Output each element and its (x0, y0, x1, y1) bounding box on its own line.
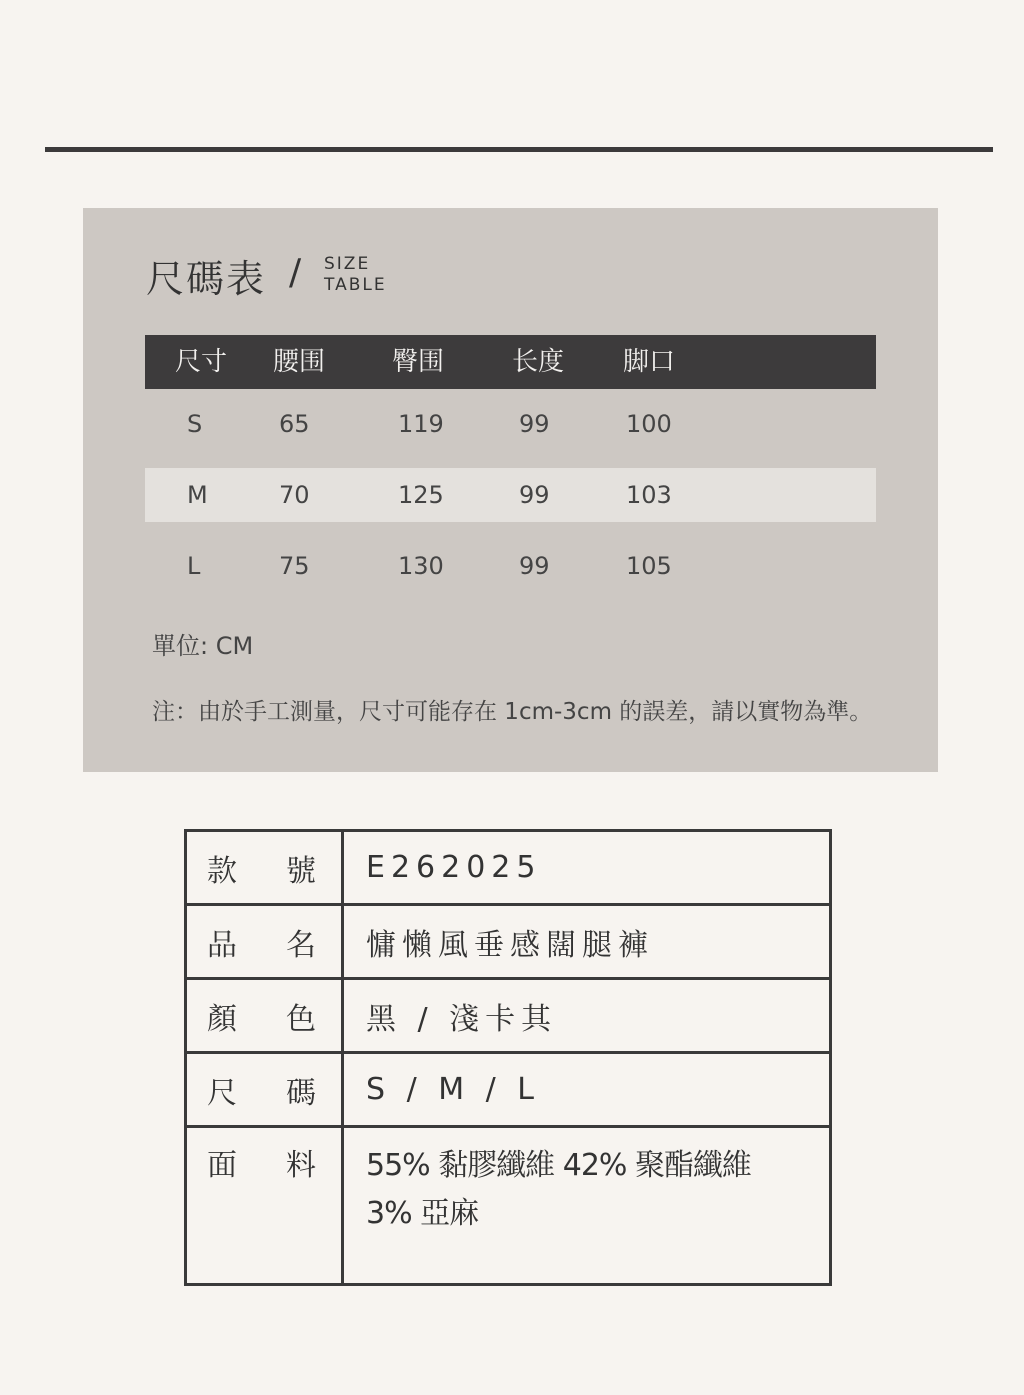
label-char: 面 (207, 1148, 237, 1183)
subtitle-size: SIZE (324, 254, 371, 274)
top-divider (45, 147, 993, 152)
table-row (145, 468, 876, 522)
info-row-color (186, 979, 831, 1053)
color-label (186, 979, 343, 1053)
measurement-disclaimer: 注：由於手工測量，尺寸可能存在 1cm-3cm 的誤差，請以實物為準。 (152, 699, 873, 725)
size-table (145, 335, 876, 602)
info-row-style-no (186, 831, 831, 905)
header-hem: 脚口 (623, 347, 676, 377)
cell-size: L (187, 552, 201, 580)
sizes-label (186, 1053, 343, 1127)
label-char: 色 (286, 1001, 316, 1037)
cell-hem: 100 (626, 410, 672, 438)
size-chart-subtitle (324, 254, 387, 296)
cell-hip: 119 (398, 410, 444, 438)
fabric-line-2: 3% 亞麻 (366, 1196, 479, 1231)
cell-waist: 70 (279, 481, 310, 509)
cell-hem: 105 (626, 552, 672, 580)
label-char: 碼 (286, 1075, 316, 1111)
unit-note: 單位: CM (152, 632, 254, 660)
size-table-header (145, 335, 876, 389)
style-no-value: E262025 (343, 831, 831, 905)
label-char: 名 (286, 927, 316, 963)
table-row (145, 531, 876, 602)
info-row-fabric (186, 1127, 831, 1285)
name-label (186, 905, 343, 979)
table-row (145, 389, 876, 460)
cell-hem: 103 (626, 481, 672, 509)
fabric-line-1: 55% 黏膠纖維 42% 聚酯纖維 (366, 1148, 751, 1183)
cell-hip: 130 (398, 552, 444, 580)
header-waist: 腰围 (273, 347, 326, 377)
cell-length: 99 (519, 481, 550, 509)
label-char: 顏 (207, 1001, 237, 1037)
label-char: 款 (207, 853, 237, 889)
cell-waist: 75 (279, 552, 310, 580)
header-size: 尺寸 (175, 347, 228, 377)
info-row-sizes (186, 1053, 831, 1127)
name-value: 慵懶風垂感闊腿褲 (343, 905, 831, 979)
title-slash: / (289, 252, 302, 293)
cell-length: 99 (519, 410, 550, 438)
size-chart-panel (83, 208, 938, 772)
cell-size: M (187, 481, 208, 509)
cell-length: 99 (519, 552, 550, 580)
sizes-value: S / M / L (343, 1053, 831, 1127)
label-char: 料 (286, 1148, 316, 1183)
label-char: 號 (286, 853, 316, 889)
product-info-table (184, 829, 832, 1286)
header-length: 长度 (512, 347, 565, 377)
cell-waist: 65 (279, 410, 310, 438)
cell-size: S (187, 410, 203, 438)
cell-hip: 125 (398, 481, 444, 509)
info-row-name (186, 905, 831, 979)
color-value: 黑 / 淺卡其 (343, 979, 831, 1053)
fabric-value (343, 1127, 831, 1285)
fabric-label (186, 1127, 343, 1285)
label-char: 尺 (207, 1075, 237, 1111)
label-char: 品 (207, 927, 237, 963)
subtitle-table: TABLE (324, 275, 387, 295)
style-no-label (186, 831, 343, 905)
header-hip: 臀围 (392, 347, 445, 377)
size-chart-title: 尺碼表 (146, 257, 267, 301)
